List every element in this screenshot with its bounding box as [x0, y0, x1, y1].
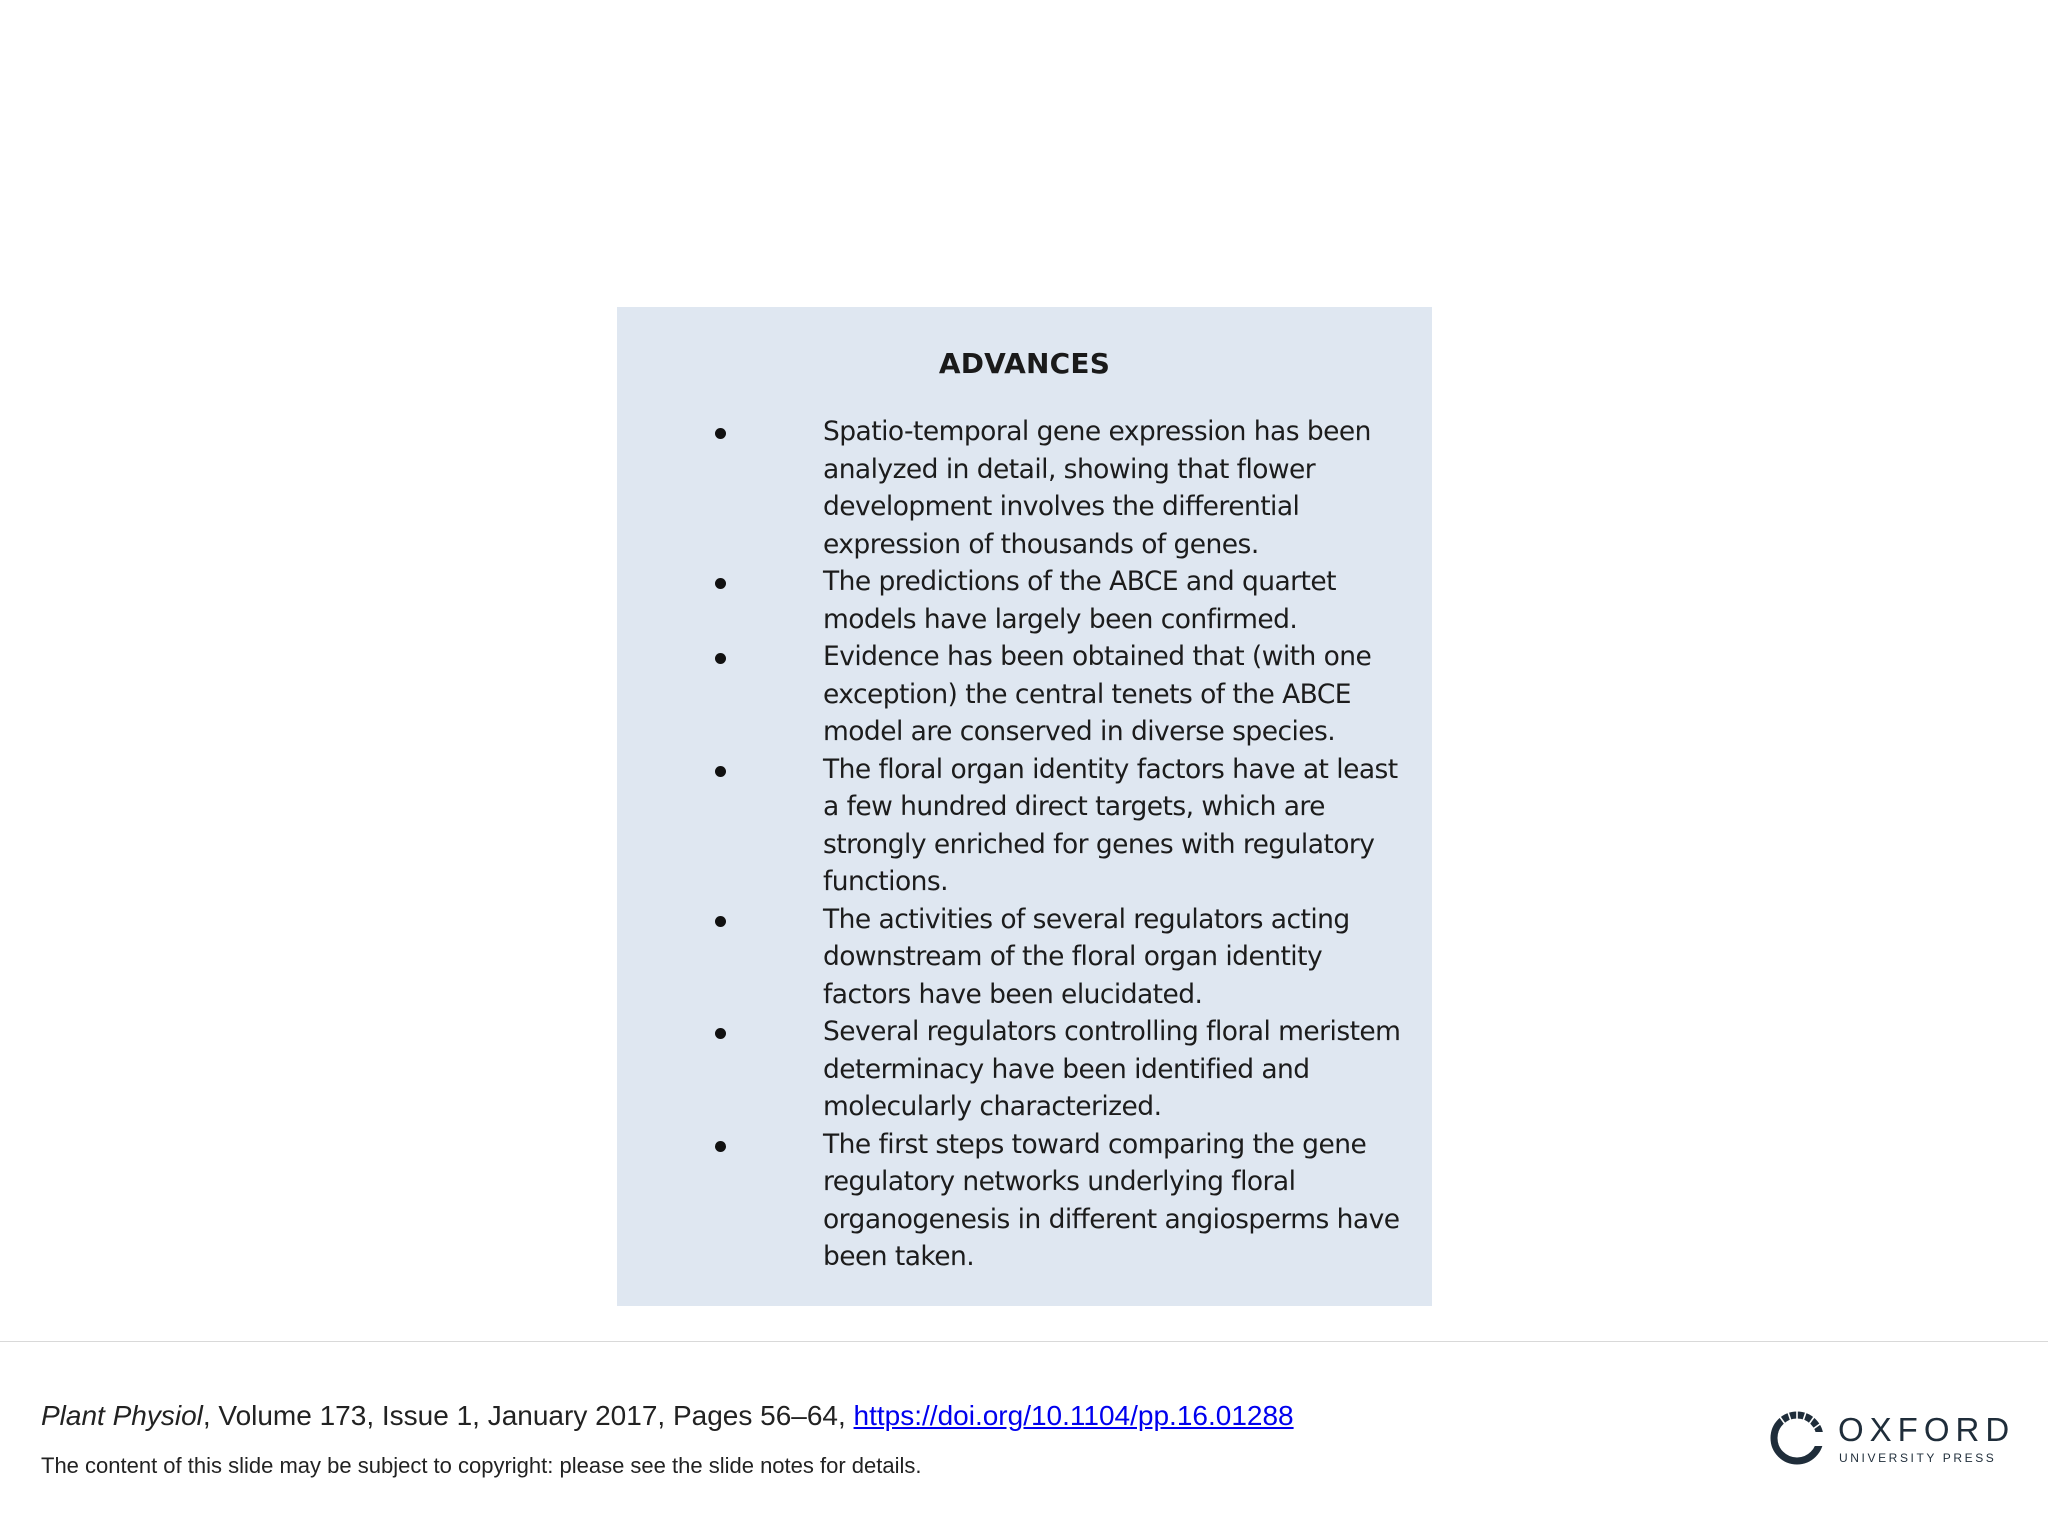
bullet-icon: [715, 653, 726, 664]
list-item: [687, 751, 1407, 901]
footer-divider: [0, 1341, 2048, 1342]
list-item-text: The activities of several regulators acting downstream of the floral organ identity factors have been elucidated.: [823, 903, 1350, 1010]
list-item: [687, 638, 1407, 751]
logo-subtitle: UNIVERSITY PRESS: [1839, 1451, 1997, 1465]
list-item: [687, 901, 1407, 1014]
bullet-icon: [715, 916, 726, 927]
bullet-icon: [715, 578, 726, 589]
list-item-text: Several regulators controlling floral meristem determinacy have been identified and molecularly characterized.: [823, 1016, 1401, 1122]
list-item: [687, 563, 1407, 638]
list-item-text: The first steps toward comparing the gene regulatory networks underlying floral organogenesis in different angiosperms have been taken.: [823, 1128, 1400, 1272]
journal-name: Plant Physiol: [41, 1400, 203, 1431]
list-item: [687, 413, 1407, 563]
advances-list: [687, 413, 1407, 1276]
bullet-icon: [715, 766, 726, 777]
list-item-text: Spatio-temporal gene expression has been analyzed in detail, showing that flower development involves the differential expression of thousands of genes.: [823, 416, 1371, 560]
doi-link[interactable]: https://doi.org/10.1104/pp.16.01288: [853, 1400, 1294, 1431]
bullet-icon: [715, 1141, 726, 1152]
citation-details: , Volume 173, Issue 1, January 2017, Pages 56–64,: [202, 1400, 854, 1431]
advances-title: ADVANCES: [938, 347, 1111, 380]
list-item: [687, 1013, 1407, 1126]
list-item-text: The floral organ identity factors have at least a few hundred direct targets, which are strongly enriched for genes with regulatory functions.: [823, 753, 1398, 897]
list-item-text: Evidence has been obtained that (with one exception) the central tenets of the ABCE model are conserved in diverse species.: [823, 641, 1372, 747]
list-item-text: The predictions of the ABCE and quartet models have largely been confirmed.: [823, 566, 1336, 635]
advances-figure: [617, 307, 1432, 1306]
list-item: [687, 1126, 1407, 1276]
oxford-logo: [1768, 1408, 2018, 1468]
bullet-icon: [715, 428, 726, 439]
logo-wordmark: OXFORD: [1838, 1411, 2016, 1448]
oxford-ring-icon: [1768, 1408, 1826, 1466]
copyright-notice: The content of this slide may be subject to copyright: please see the slide notes for details.: [41, 1453, 922, 1478]
bullet-icon: [715, 1028, 726, 1039]
citation: [41, 1400, 1294, 1432]
